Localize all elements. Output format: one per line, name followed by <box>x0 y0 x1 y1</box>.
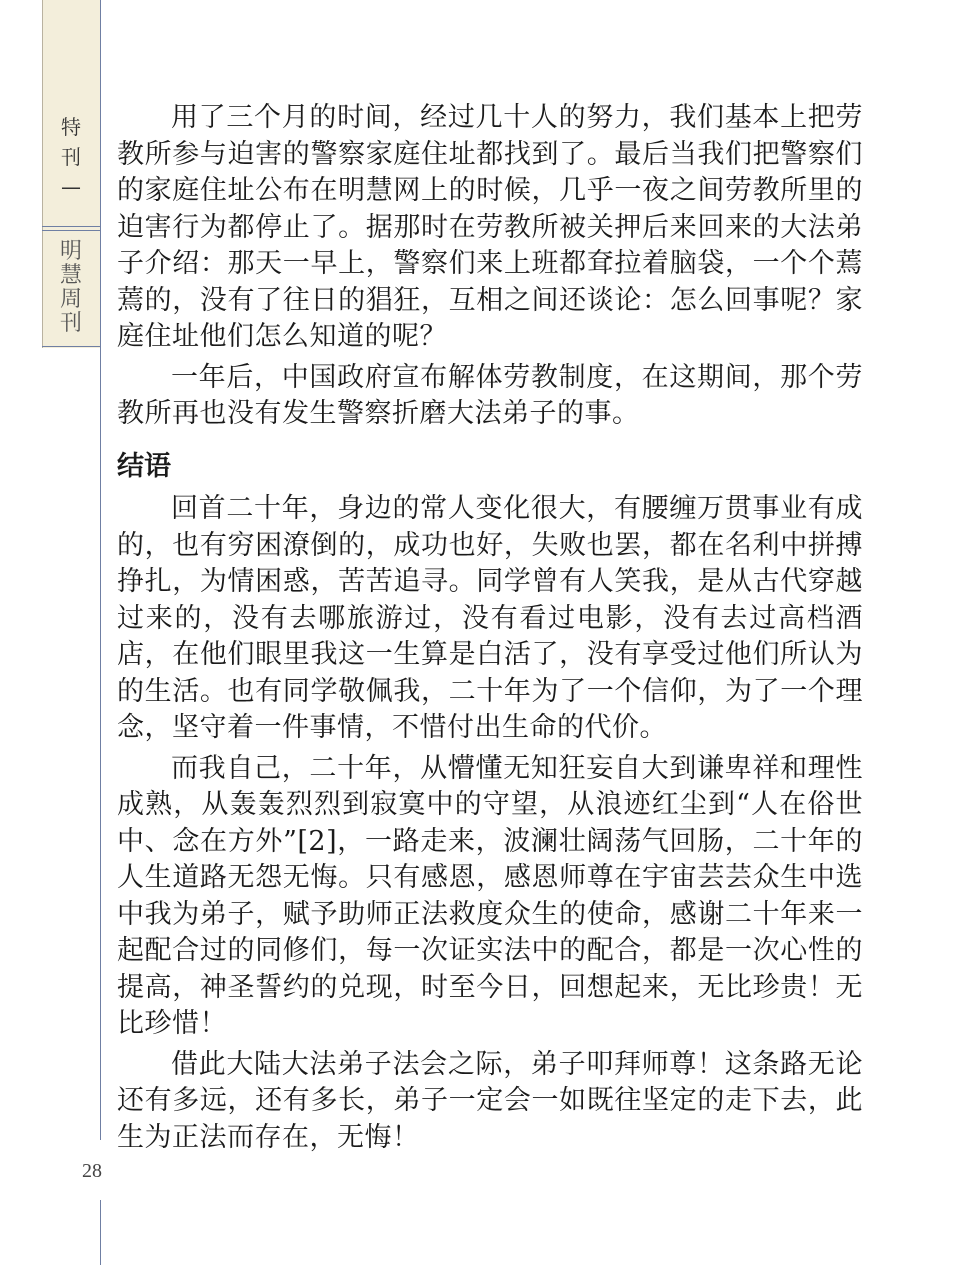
publication-label-char: 周 <box>59 287 82 312</box>
paragraph: 而我自己，二十年，从懵懂无知狂妄自大到谦卑祥和理性成熟，从轰轰烈烈到寂寞中的守望，从浪迹红尘到“人在俗世中、念在方外”[2]，一路走来，波澜壮阔荡气回肠，二十年的人生道路无怨无悔。只有感恩，感恩师尊在宇宙芸芸众生中选中我为弟子，赋予助师正法救度众生的使命，感谢二十年来一起配合过的同修们，每一次证实法中的配合，都是一次心性的提高，神圣誓约的兑现，时至今日，回想起来，无比珍贵！无比珍惜！ <box>117 752 863 1039</box>
section-label-special <box>42 112 100 202</box>
tab-divider-bottom <box>42 230 100 231</box>
paragraph: 回首二十年，身边的常人变化很大，有腰缠万贯事业有成的，也有穷困潦倒的，成功也好，失败也罢，都在名利中拼搏挣扎，为情困惑，苦苦追寻。同学曾有人笑我，是从古代穿越过来的，没有去哪旅游过，没有看过电影，没有去过高档酒店，在他们眼里我这一生算是白活了，没有享受过他们所认为的生活。也有同学敬佩我，二十年为了一个信仰，为了一个理念，坚守着一件事情，不惜付出生命的代价。 <box>117 493 863 743</box>
tab-end-rule <box>42 346 100 347</box>
section-label-char: 特 <box>61 115 81 139</box>
margin-rule-bottom <box>100 1200 101 1265</box>
publication-label-char: 明 <box>59 239 82 264</box>
margin-rule <box>100 0 101 1140</box>
paragraph: 一年后，中国政府宣布解体劳教制度，在这期间，那个劳教所再也没有发生警察折磨大法弟子的事。 <box>117 361 863 429</box>
paragraph: 用了三个月的时间，经过几十人的努力，我们基本上把劳教所参与迫害的警察家庭住址都找到了。最后当我们把警察们的家庭住址公布在明慧网上的时候，几乎一夜之间劳教所里的迫害行为都停止了。据那时在劳教所被关押后来回来的大法弟子介绍：那天一早上，警察们来上班都耷拉着脑袋，一个个蔫蔫的，没有了往日的猖狂，互相之间还谈论：怎么回事呢？家庭住址他们怎么知道的呢？ <box>117 102 863 352</box>
article-body <box>117 100 863 1156</box>
tab-divider-top <box>42 226 100 227</box>
paragraph: 借此大陆大法弟子法会之际，弟子叩拜师尊！这条路无论还有多远，还有多长，弟子一定会一如既往坚定的走下去，此生为正法而存在，无悔！ <box>117 1048 863 1153</box>
section-label-char: — <box>61 175 81 199</box>
page-number: 28 <box>82 1160 102 1182</box>
section-label-char: 刊 <box>61 145 81 169</box>
publication-label <box>42 240 100 336</box>
publication-label-char: 慧 <box>59 263 82 288</box>
section-heading: 结语 <box>117 450 171 482</box>
publication-label-char: 刊 <box>59 311 82 336</box>
